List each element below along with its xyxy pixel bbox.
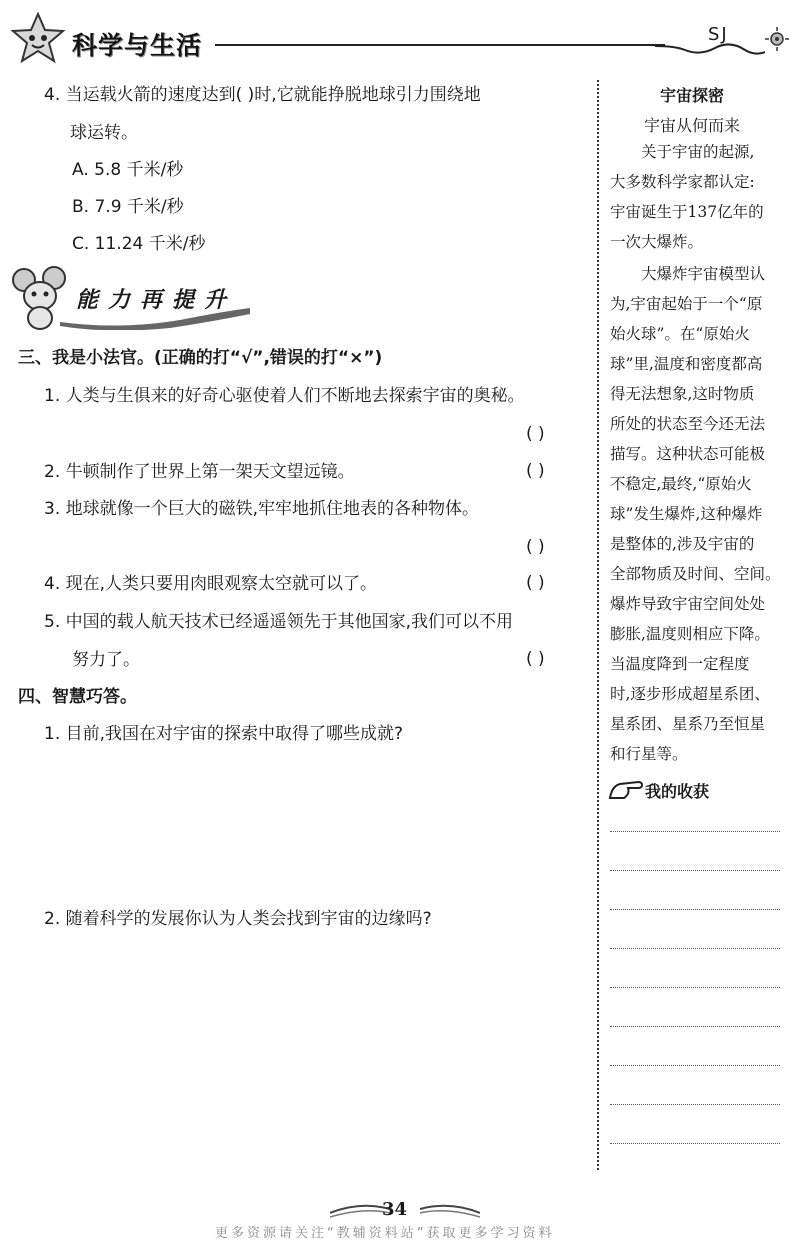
- harvest-writing-line[interactable]: [610, 1104, 780, 1105]
- q4-option-a: A. 5.8 千米/秒: [72, 160, 184, 180]
- s3-item5-text-line2: 努力了。: [72, 650, 140, 670]
- sidebar-line: 当温度降到一定程度: [610, 655, 750, 673]
- sidebar-subtitle: 宇宙从何而来: [644, 116, 741, 135]
- sidebar-line: 球”发生爆炸,这种爆炸: [610, 505, 763, 523]
- s3-item2-text: 2. 牛顿制作了世界上第一架天文望远镜。: [44, 462, 355, 482]
- sidebar-line: 始火球”。在“原始火: [610, 325, 750, 343]
- sidebar-line: 是整体的,涉及宇宙的: [610, 535, 755, 553]
- section3-title: 三、我是小法官。(正确的打“√”,错误的打“×”): [18, 348, 383, 368]
- harvest-writing-line[interactable]: [610, 909, 780, 910]
- s3-item2-answer-paren[interactable]: ( ): [526, 461, 545, 481]
- column-divider: [597, 80, 599, 1170]
- harvest-writing-line[interactable]: [610, 1065, 780, 1066]
- sidebar-line: 所处的状态至今还无法: [610, 415, 766, 433]
- harvest-writing-line[interactable]: [610, 987, 780, 988]
- sidebar-line: 和行星等。: [610, 745, 688, 763]
- page-number: 34: [382, 1199, 408, 1220]
- s3-item4-answer-paren[interactable]: ( ): [526, 573, 545, 593]
- s3-item3-answer-paren[interactable]: ( ): [526, 537, 545, 557]
- sidebar-line: 大爆炸宇宙模型认: [641, 265, 766, 283]
- flower-ornament-icon: [764, 26, 790, 52]
- harvest-writing-line[interactable]: [610, 870, 780, 871]
- sidebar-line: 宇宙诞生于137亿年的: [610, 203, 764, 221]
- header-rule: [215, 44, 665, 46]
- harvest-label: 我的收获: [645, 782, 710, 801]
- sidebar-line: 大多数科学家都认定:: [610, 173, 755, 191]
- sidebar-line: 爆炸导致宇宙空间处处: [610, 595, 766, 613]
- s3-item1-answer-paren[interactable]: ( ): [526, 424, 545, 444]
- sidebar-line: 时,逐步形成超星系团、: [610, 685, 770, 703]
- brand-title: 科学与生活: [72, 31, 203, 60]
- mascot-star-logo: [8, 10, 68, 70]
- sidebar-title: 宇宙探密: [660, 86, 725, 105]
- sidebar-line: 为,宇宙起始于一个“原: [610, 295, 763, 313]
- s4-q2-text: 2. 随着科学的发展你认为人类会找到宇宙的边缘吗?: [44, 909, 432, 929]
- sidebar-line: 全部物质及时间、空间。: [610, 565, 781, 583]
- sidebar-line: 膨胀,温度则相应下降。: [610, 625, 770, 643]
- s3-item3-text: 3. 地球就像一个巨大的磁铁,牢牢地抓住地表的各种物体。: [44, 499, 480, 519]
- sidebar-line: 球”里,温度和密度都高: [610, 355, 763, 373]
- banner-title: 能力再提升: [76, 287, 237, 313]
- q4-stem-line2: 球运转。: [70, 123, 138, 143]
- harvest-writing-line[interactable]: [610, 1026, 780, 1027]
- sidebar-line: 描写。这种状态可能极: [610, 445, 766, 463]
- harvest-writing-line[interactable]: [610, 1143, 780, 1144]
- q4-option-c: C. 11.24 千米/秒: [72, 234, 206, 254]
- harvest-writing-line[interactable]: [610, 948, 780, 949]
- s3-item4-text: 4. 现在,人类只要用肉眼观察太空就可以了。: [44, 574, 378, 594]
- sidebar-line: 得无法想象,这时物质: [610, 385, 755, 403]
- sidebar-line: 关于宇宙的起源,: [641, 143, 755, 161]
- s4-q1-text: 1. 目前,我国在对宇宙的探索中取得了哪些成就?: [44, 724, 404, 744]
- harvest-writing-line[interactable]: [610, 831, 780, 832]
- footer-text: 更多资源请关注“教辅资料站”获取更多学习资料: [215, 1226, 555, 1241]
- s4-q1-answer-area[interactable]: [44, 752, 584, 892]
- edition-code: SJ: [708, 24, 729, 45]
- section4-title: 四、智慧巧答。: [18, 687, 137, 707]
- s3-item1-text: 1. 人类与生俱来的好奇心驱使着人们不断地去探索宇宙的奥秘。: [44, 386, 525, 406]
- sidebar-line: 不稳定,最终,“原始火: [610, 475, 752, 493]
- sidebar-line: 星系团、星系乃至恒星: [610, 715, 766, 733]
- s4-q2-answer-area[interactable]: [44, 938, 584, 1168]
- q4-stem-line1: 4. 当运载火箭的速度达到( )时,它就能挣脱地球引力围绕地: [44, 85, 481, 105]
- s3-item5-answer-paren[interactable]: ( ): [526, 649, 545, 669]
- sidebar-line: 一次大爆炸。: [610, 233, 704, 251]
- q4-option-b: B. 7.9 千米/秒: [72, 197, 184, 217]
- pointing-hand-icon: [608, 776, 644, 802]
- s3-item5-text: 5. 中国的载人航天技术已经遥遥领先于其他国家,我们可以不用: [44, 612, 514, 632]
